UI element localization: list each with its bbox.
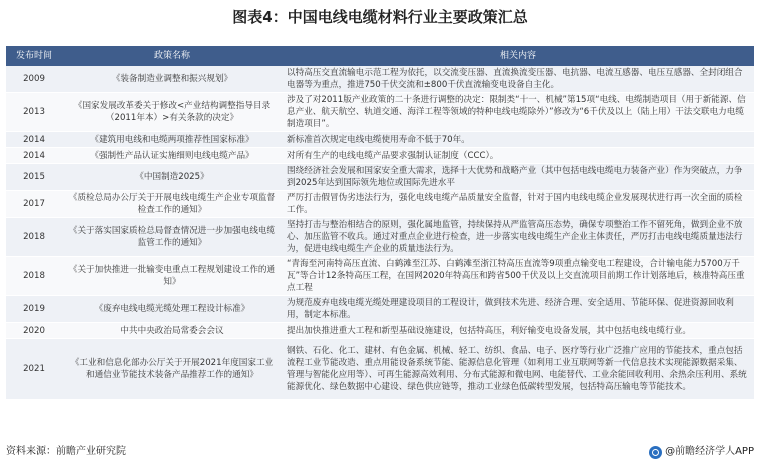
row-policy-name: 《强制性产品认证实施细则电线电缆产品》 (62, 148, 282, 164)
brand (649, 442, 754, 462)
row-year: 2020 (6, 323, 62, 339)
brand-label: @前瞻经济学人APP (665, 446, 754, 457)
row-content: 提出加快推进重大工程和新型基础设施建设，包括特高压，利好输变电设备发展，其中包括电线电缆行业。 (282, 323, 754, 339)
table-row (6, 339, 754, 400)
row-year: 2019 (6, 296, 62, 323)
row-policy-name: 《关于落实国家质检总局督查情况进一步加强电线电缆监管工作的通知》 (62, 218, 282, 257)
row-policy-name: 《中国制造2025》 (62, 164, 282, 191)
qianzhan-logo-icon (649, 446, 662, 459)
row-policy-name: 《质检总局办公厅关于开展电线电缆生产企业专项监督检查工作的通知》 (62, 191, 282, 218)
header-policy-name: 政策名称 (62, 46, 282, 66)
table-header-row (6, 46, 754, 66)
table-body (6, 66, 754, 400)
source-note: 资料来源：前瞻产业研究院 (6, 446, 126, 457)
row-content: 新标准首次规定电线电缆使用寿命不低于70年。 (282, 132, 754, 148)
table-row (6, 93, 754, 132)
row-content: 严厉打击假冒伪劣违法行为，强化电线电缆产品质量安全监督，针对于国内电线电缆企业发展现状进行再一次全面的质检工作。 (282, 191, 754, 218)
header-year: 发布时间 (6, 46, 62, 66)
table-row (6, 191, 754, 218)
row-content: 围绕经济社会发展和国家安全重大需求，选择十大优势和战略产业（其中包括电线电缆电力装备产业）作为突破点，力争到2025年达到国际领先地位或国际先进水平 (282, 164, 754, 191)
row-content: “青海至河南特高压直流、白鹤滩至江苏、白鹤滩至浙江特高压直流等9项重点输变电工程建设，合计输电能力5700万千瓦”等合计12条特高压工程，在国网2020年特高压和跨省500千伏及以上交直流项目前期工作计划落地后，核准特高压重点工程 (282, 257, 754, 296)
header-content: 相关内容 (282, 46, 754, 66)
row-year: 2015 (6, 164, 62, 191)
row-policy-name: 《废弃电线电缆光缆处理工程设计标准》 (62, 296, 282, 323)
table-row (6, 218, 754, 257)
row-year: 2014 (6, 132, 62, 148)
table-row (6, 148, 754, 164)
table-row (6, 257, 754, 296)
row-policy-name: 《国家发展改革委关于修改<产业结构调整指导目录（2011年本）>有关条款的决定》 (62, 93, 282, 132)
row-year: 2017 (6, 191, 62, 218)
row-content: 坚持打击与整治相结合的原则，强化属地监管，持续保持从严监管高压态势，确保专项整治工作不留死角，做到企业不放心、加压监管不收兵。通过对重点企业进行检查，进一步落实电线电缆生产企业主体责任，严厉打击电线电缆质量违法行为，促进电线电缆生产企业的质量违法行为。 (282, 218, 754, 257)
row-policy-name: 《建筑用电线和电缆两项推荐性国家标准》 (62, 132, 282, 148)
row-year: 2021 (6, 339, 62, 400)
row-policy-name: 中共中央政治局常委会会议 (62, 323, 282, 339)
row-year: 2013 (6, 93, 62, 132)
table-row (6, 66, 754, 93)
row-content: 涉及了对2011版产业政策的二十条进行调整的决定：限制类“十一、机械”第15项“电线、电缆制造项目（用于新能源、信息产业、航天航空、轨道交通、海洋工程等领域的特种电线电缆除外）”修改为“6千伏及以上（陆上用）干法交联电力电缆制造项目”。 (282, 93, 754, 132)
row-policy-name: 《工业和信息化部办公厅关于开展2021年度国家工业和通信业节能技术装备产品推荐工作的通知》 (62, 339, 282, 400)
policy-table (6, 46, 754, 400)
row-content: 为规范废弃电线电缆光缆处理建设项目的工程设计，做到技术先进、经济合理、安全适用、节能环保、促进资源回收利用，制定本标准。 (282, 296, 754, 323)
row-year: 2018 (6, 257, 62, 296)
page-title: 图表4：中国电线电缆材料行业主要政策汇总 (232, 8, 528, 26)
row-year: 2014 (6, 148, 62, 164)
table-row (6, 323, 754, 339)
row-content: 对所有生产的电线电缆产品要求强制认证制度（CCC）。 (282, 148, 754, 164)
row-year: 2018 (6, 218, 62, 257)
row-content: 以特高压交直流输电示范工程为依托，以交流变压器、直流换流变压器、电抗器、电流互感器、电压互感器、全封闭组合电器等为重点，推进750千伏交流和±800千伏直流输变电设备自主化。 (282, 66, 754, 93)
footer (6, 442, 754, 462)
row-policy-name: 《装备制造业调整和振兴规划》 (62, 66, 282, 93)
row-year: 2009 (6, 66, 62, 93)
table-row (6, 164, 754, 191)
table-row (6, 132, 754, 148)
row-policy-name: 《关于加快推进一批输变电重点工程规划建设工作的通知》 (62, 257, 282, 296)
table-row (6, 296, 754, 323)
row-content: 钢铁、石化、化工、建材、有色金属、机械、轻工、纺织、食品、电子、医疗等行业广泛推广应用的节能技术，重点包括流程工业节能改造、重点用能设备系统节能、能源信息化管理（如利用工业互联网等新一代信息技术实现能源数据采集、管理与智能化应用等）、可再生能源高效利用、分布式能源和微电网、电能替代、工业余能回收利用、余热余压利用、系统能源优化、绿色数据中心建设、绿色供应链等，推动工业绿色低碳转型发展，包括特高压输电等节能技术。 (282, 339, 754, 400)
